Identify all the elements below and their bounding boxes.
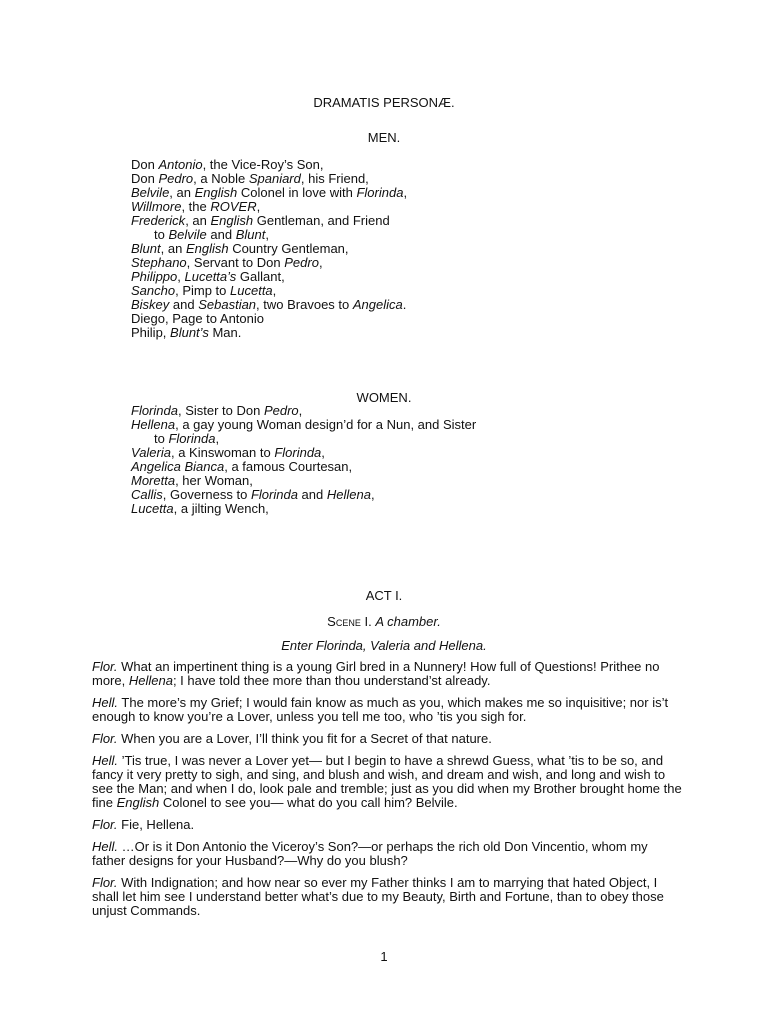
cast-member-line — [131, 214, 691, 228]
italic-text: Hellena — [128, 673, 173, 688]
text-run: to — [154, 227, 169, 242]
cast-member-line — [131, 460, 691, 474]
text-run: Country Gentleman, — [228, 241, 349, 256]
cast-member-line — [131, 312, 691, 326]
text-run: , — [403, 185, 408, 200]
text-run: , the Vice-Roy’s Son, — [202, 157, 324, 172]
italic-text: Hell. — [92, 839, 119, 854]
text-run: , — [215, 431, 220, 446]
text-run: , his Friend, — [300, 171, 369, 186]
italic-text: Lucetta’s — [184, 269, 237, 284]
text-run: , Pimp to — [175, 283, 231, 298]
text-run: When you are a Lover, I’ll think you fit for a Secret of that nature. — [117, 731, 492, 746]
italic-text: Flor. — [92, 875, 118, 890]
text-run: to — [154, 431, 169, 446]
cast-member-line — [131, 298, 691, 312]
italic-text: English — [116, 795, 160, 810]
italic-text: Florinda — [274, 445, 322, 460]
italic-text: Valeria — [131, 445, 171, 460]
italic-text: Sancho — [131, 283, 176, 298]
text-run: , — [370, 487, 375, 502]
italic-text: Flor. — [92, 731, 118, 746]
cast-member-line — [131, 432, 691, 446]
italic-text: Antonio — [158, 157, 203, 172]
italic-text: Florinda — [250, 487, 298, 502]
cast-member-line — [131, 172, 691, 186]
italic-text: ROVER — [210, 199, 257, 214]
text-run: and — [169, 297, 199, 312]
italic-text: Blunt — [235, 227, 266, 242]
italic-text: Spaniard — [248, 171, 301, 186]
scene-heading — [0, 614, 768, 629]
text-run: , an — [160, 241, 186, 256]
text-run: , — [265, 227, 269, 242]
dialogue-paragraph — [92, 818, 682, 832]
cast-member-line — [131, 474, 691, 488]
dramatis-personae-title: DRAMATIS PERSONÆ. — [313, 95, 455, 110]
page-number: 1 — [380, 949, 388, 964]
text-run: Don — [131, 171, 159, 186]
text-run: …Or is it Don Antonio the Viceroy’s Son?—or perhaps the rich old Don Vincentio, whom my father designs for your Husband?—Why do you blush? — [92, 839, 648, 868]
text-run: , — [298, 403, 303, 418]
italic-text: Pedro — [263, 403, 299, 418]
cast-member-line — [131, 158, 691, 172]
cast-member-line — [131, 502, 691, 516]
scene-label: Scene — [327, 614, 361, 629]
italic-text: Angelica — [352, 297, 403, 312]
dialogue-paragraph — [92, 696, 682, 724]
italic-text: Hell. — [92, 753, 119, 768]
dialogue-block — [92, 660, 682, 926]
cast-member-line — [131, 446, 691, 460]
italic-text: English — [185, 241, 229, 256]
text-run: and — [297, 487, 327, 502]
cast-member-line — [131, 270, 691, 284]
italic-text: Lucetta — [230, 283, 273, 298]
text-run: , — [318, 255, 323, 270]
italic-text: Belvile — [131, 185, 170, 200]
dialogue-paragraph — [92, 840, 682, 868]
italic-text: Belvile — [168, 227, 207, 242]
text-run: , an — [169, 185, 195, 200]
text-run: and — [206, 227, 236, 242]
men-heading: MEN. — [367, 130, 401, 145]
scene-number: I. — [360, 614, 376, 629]
men-cast-list — [131, 158, 691, 340]
italic-text: English — [194, 185, 238, 200]
text-run: Gallant, — [236, 269, 285, 284]
cast-member-line — [131, 488, 691, 502]
women-cast-list — [131, 404, 691, 516]
italic-text: Hellena — [326, 487, 371, 502]
italic-text: Hell. — [92, 695, 119, 710]
italic-text: Callis — [131, 487, 163, 502]
italic-text: English — [210, 213, 254, 228]
text-run: The more’s my Grief; I would fain know as much as you, which makes me so inquisitive; nor is’t enough to know you’re a Lover, unless you tell me too, who ’tis you sigh for. — [92, 695, 669, 724]
dialogue-paragraph — [92, 732, 682, 746]
text-run: Colonel to see you— what do you call him? Belvile. — [159, 795, 458, 810]
italic-text: Willmore — [131, 199, 182, 214]
text-run: Philip, — [131, 325, 171, 340]
text-run: , Sister to Don — [177, 403, 264, 418]
cast-member-line — [131, 256, 691, 270]
text-run: , a gay young Woman design’d for a Nun, and Sister — [175, 417, 477, 432]
text-run: , a famous Courtesan, — [224, 459, 353, 474]
cast-member-line — [131, 284, 691, 298]
text-run: , two Bravoes to — [256, 297, 353, 312]
text-run: Fie, Hellena. — [117, 817, 195, 832]
italic-text: Philippo — [131, 269, 178, 284]
italic-text: Blunt’s — [170, 325, 209, 340]
italic-text: Flor. — [92, 817, 118, 832]
italic-text: Moretta — [131, 473, 176, 488]
italic-text: Biskey — [131, 297, 170, 312]
italic-text: Hellena — [131, 417, 176, 432]
dialogue-paragraph — [92, 876, 682, 918]
italic-text: Frederick — [131, 213, 186, 228]
text-run: , — [177, 269, 185, 284]
italic-text: Flor. — [92, 659, 118, 674]
italic-text: Blunt — [131, 241, 161, 256]
text-run: Diego, Page to Antonio — [131, 311, 264, 326]
text-run: , — [256, 199, 261, 214]
text-run: , a Kinswoman to — [170, 445, 275, 460]
text-run: . — [402, 297, 407, 312]
text-run: , — [321, 445, 325, 460]
cast-member-line — [131, 228, 691, 242]
text-run: ; I have told thee more than thou understand’st already. — [172, 673, 491, 688]
italic-text: Lucetta — [131, 501, 174, 516]
italic-text: Florinda — [168, 431, 216, 446]
women-heading: WOMEN. — [356, 390, 412, 405]
scene-place: A chamber. — [375, 614, 441, 629]
cast-member-line — [131, 242, 691, 256]
text-run: Don — [131, 157, 159, 172]
text-run: , — [272, 283, 277, 298]
text-run: Man. — [208, 325, 242, 340]
text-run: , Servant to Don — [186, 255, 285, 270]
text-run: What an impertinent thing is a young Girl bred in a Nunnery! How full of Questions! Prithee no more, — [92, 659, 660, 688]
text-run: , Governess to — [162, 487, 251, 502]
italic-text: Florinda — [131, 403, 178, 418]
text-run: , her Woman, — [175, 473, 253, 488]
italic-text: Pedro — [284, 255, 319, 270]
text-run: , an — [185, 213, 211, 228]
dialogue-paragraph — [92, 754, 682, 810]
text-run: , a Noble — [193, 171, 249, 186]
text-run: ’Tis true, I was never a Lover yet— but I begin to have a shrewd Guess, what ’tis to be so, and fancy it very pretty to sigh, and sing, and blush and wish, and dream and wish, and long and wish to see the Man; and when I do, look pale and tremble; just as you did when my Brother brought home the fine — [92, 753, 682, 810]
italic-text: Sebastian — [198, 297, 257, 312]
text-run: Colonel in love with — [237, 185, 357, 200]
italic-text: Stephano — [131, 255, 187, 270]
dialogue-paragraph — [92, 660, 682, 688]
text-run: With Indignation; and how near so ever my Father thinks I am to marrying that hated Object, I shall let him see I understand better what’s due to my Beauty, Birth and Fortune, than to obey those unjust Commands. — [92, 875, 664, 918]
text-run: , a jilting Wench, — [173, 501, 269, 516]
cast-member-line — [131, 200, 691, 214]
text-run: , the — [181, 199, 211, 214]
text-run: Gentleman, and Friend — [253, 213, 390, 228]
cast-member-line — [131, 418, 691, 432]
cast-member-line — [131, 404, 691, 418]
act-heading: ACT I. — [365, 588, 403, 603]
italic-text: Pedro — [158, 171, 194, 186]
italic-text: Florinda — [356, 185, 404, 200]
cast-member-line — [131, 326, 691, 340]
cast-member-line — [131, 186, 691, 200]
italic-text: Angelica Bianca — [131, 459, 225, 474]
stage-direction: Enter Florinda, Valeria and Hellena. — [281, 638, 487, 653]
